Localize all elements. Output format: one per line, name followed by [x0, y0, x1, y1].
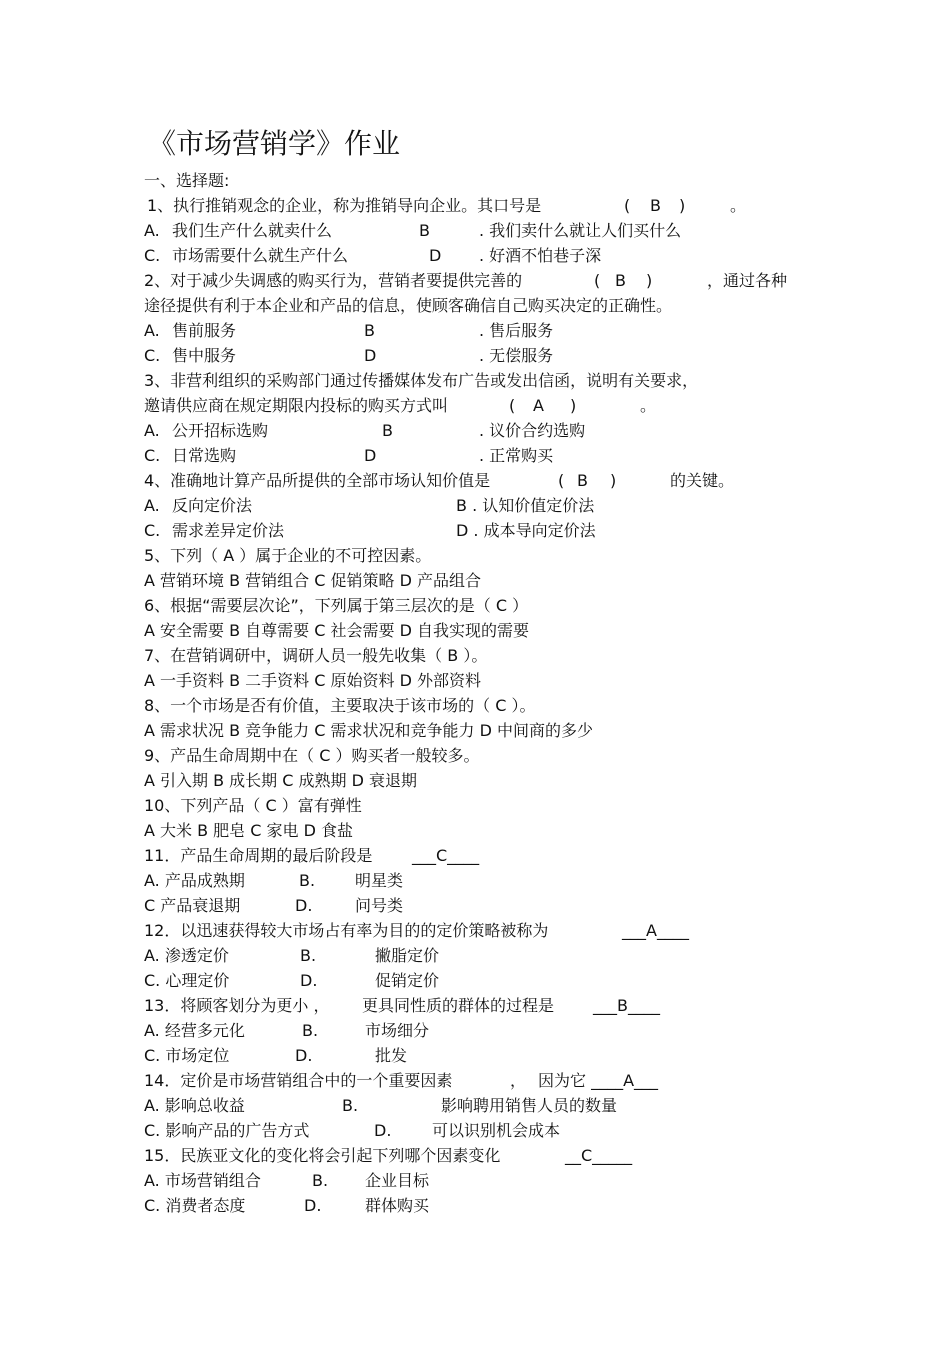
option-text: B . 认知价值定价法 [456, 496, 595, 515]
paren-open: ( [509, 396, 516, 415]
option-label: B. [300, 946, 317, 965]
option-text: 问号类 [355, 896, 404, 915]
answer: B [650, 196, 661, 215]
question-15-options-cd [144, 1195, 430, 1283]
question-8-options: A 需求状况 B 竞争能力 C 需求状况和竞争能力 D 中间商的多少 [144, 721, 594, 740]
question-5: 5、下列（ A ）属于企业的不可控因素。 [144, 546, 432, 565]
paren-open: ( [558, 471, 565, 490]
option-label: C. [144, 246, 161, 265]
option-text: A. 市场营销组合 [144, 1171, 261, 1190]
answer: 因为它 ____A___ [538, 1071, 659, 1090]
paren-close: ) [570, 396, 577, 415]
question-3: 3、非营利组织的采购部门通过传播媒体发布广告或发出信函，说明有关要求， [144, 371, 699, 390]
punct: 。 [730, 196, 747, 215]
option-text: 可以识别机会成本 [432, 1121, 561, 1140]
option-label: D. [374, 1121, 392, 1140]
option-label: C. [144, 521, 161, 540]
question-text: 14．定价是市场营销组合中的一个重要因素 [144, 1071, 453, 1090]
question-text: 邀请供应商在规定期限内投标的购买方式叫 [144, 396, 449, 415]
question-text: 11．产品生命周期的最后阶段是 [144, 846, 373, 865]
option-label: D. [295, 896, 313, 915]
paren-close: ) [679, 196, 686, 215]
option-text: 售中服务 [172, 346, 237, 365]
option-text: . 无偿服务 [479, 346, 554, 365]
option-label: B. [299, 871, 316, 890]
option-text: 反向定价法 [172, 496, 253, 515]
answer: B [577, 471, 588, 490]
option-text: A. 经营多元化 [144, 1021, 245, 1040]
question-10: 10、下列产品（ C ）富有弹性 [144, 796, 362, 815]
option-text: . 售后服务 [479, 321, 554, 340]
option-text: D . 成本导向定价法 [456, 521, 596, 540]
question-text: 的关键。 [670, 471, 735, 490]
question-5-options: A 营销环境 B 营销组合 C 促销策略 D 产品组合 [144, 571, 482, 590]
question-6: 6、根据“需要层次论”，下列属于第三层次的是（ C ） [144, 596, 529, 615]
option-label: D. [300, 971, 318, 990]
option-text: . 正常购买 [479, 446, 554, 465]
answer: ___B____ [593, 996, 660, 1015]
option-label: A. [144, 221, 160, 240]
option-text: 市场需要什么就生产什么 [172, 246, 349, 265]
paren-close: ) [646, 271, 653, 290]
option-text: 群体购买 [365, 1196, 430, 1215]
option-label: B. [312, 1171, 329, 1190]
section-heading: 一、选择题: [144, 171, 230, 190]
option-text: 企业目标 [365, 1171, 430, 1190]
paren-close: ) [610, 471, 617, 490]
option-label: D. [304, 1196, 322, 1215]
option-text: 批发 [375, 1046, 408, 1065]
option-label: A. [144, 496, 160, 515]
option-label: B [364, 321, 375, 340]
option-text: 日常选购 [172, 446, 237, 465]
question-8: 8、一个市场是否有价值，主要取决于该市场的（ C ）。 [144, 696, 536, 715]
option-text: . 我们卖什么就让人们买什么 [479, 221, 682, 240]
answer: A [533, 396, 544, 415]
option-label: B. [302, 1021, 319, 1040]
answer: ___C____ [412, 846, 480, 865]
option-text: C. 心理定价 [144, 971, 230, 990]
option-label: C. [144, 346, 161, 365]
option-text: 影响聘用销售人员的数量 [441, 1096, 618, 1115]
option-text: 售前服务 [172, 321, 237, 340]
question-6-options: A 安全需要 B 自尊需要 C 社会需要 D 自我实现的需要 [144, 621, 530, 640]
answer: B [615, 271, 626, 290]
question-text: ，通过各种 [707, 271, 788, 290]
option-label: A. [144, 421, 160, 440]
option-label: A. [144, 321, 160, 340]
question-10-options: A 大米 B 肥皂 C 家电 D 食盐 [144, 821, 354, 840]
question-text: 1、执行推销观念的企业，称为推销导向企业。其口号是 [147, 196, 542, 215]
punct: ， [510, 1071, 527, 1090]
question-9-options: A 引入期 B 成长期 C 成熟期 D 衰退期 [144, 771, 418, 790]
option-label: D [364, 446, 377, 465]
option-text: C. 影响产品的广告方式 [144, 1121, 310, 1140]
option-text: 需求差异定价法 [172, 521, 285, 540]
question-9: 9、产品生命周期中在（ C ）购买者一般较多。 [144, 746, 480, 765]
question-text: 12．以迅速获得较大市场占有率为目的的定价策略被称为 [144, 921, 549, 940]
option-text: 明星类 [355, 871, 404, 890]
punct: 。 [640, 396, 657, 415]
document-title: 《市场营销学》作业 [148, 127, 401, 160]
option-text: . 好酒不怕巷子深 [479, 246, 602, 265]
option-text: 市场细分 [365, 1021, 430, 1040]
answer: ___A____ [622, 921, 689, 940]
option-label: B. [342, 1096, 359, 1115]
option-text: C 产品衰退期 [144, 896, 241, 915]
option-label: D [364, 346, 377, 365]
question-text: 2、对于减少失调感的购买行为，营销者要提供完善的 [144, 271, 523, 290]
option-text: A. 渗透定价 [144, 946, 229, 965]
option-text: 公开招标选购 [172, 421, 269, 440]
option-text: C. 消费者态度 [144, 1196, 246, 1215]
option-label: D [429, 246, 442, 265]
option-text: 我们生产什么就卖什么 [172, 221, 333, 240]
option-text: A. 产品成熟期 [144, 871, 245, 890]
question-text: 13．将顾客划分为更小 ， [144, 996, 330, 1015]
option-label: C. [144, 446, 161, 465]
answer: __C_____ [565, 1146, 633, 1165]
option-text: 促销定价 [375, 971, 440, 990]
question-text: 4、准确地计算产品所提供的全部市场认知价值是 [144, 471, 491, 490]
paren-open: ( [624, 196, 631, 215]
question-text: 15．民族亚文化的变化将会引起下列哪个因素变化 [144, 1146, 501, 1165]
option-text: 撇脂定价 [375, 946, 440, 965]
option-text: C. 市场定位 [144, 1046, 230, 1065]
option-text: . 议价合约选购 [479, 421, 586, 440]
option-text: A. 影响总收益 [144, 1096, 245, 1115]
question-7: 7、在营销调研中，调研人员一般先收集（ B ）。 [144, 646, 488, 665]
question-7-options: A 一手资料 B 二手资料 C 原始资料 D 外部资料 [144, 671, 482, 690]
option-label: D. [295, 1046, 313, 1065]
question-text: 更具同性质的群体的过程是 [362, 996, 555, 1015]
paren-open: ( [594, 271, 601, 290]
option-label: B [382, 421, 393, 440]
option-label: B [419, 221, 430, 240]
question-2-continued: 途径提供有利于本企业和产品的信息，使顾客确信自己购买决定的正确性。 [144, 296, 673, 315]
